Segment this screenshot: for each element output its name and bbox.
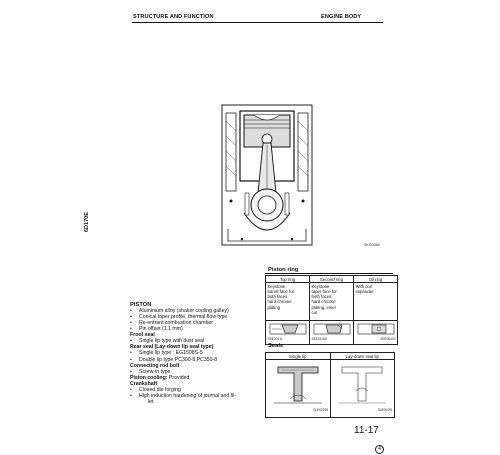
seal-lay-down-figure-cell — [330, 360, 395, 418]
list-item: • Screw-in type — [130, 368, 171, 375]
desc-line: With coil — [355, 283, 372, 289]
list-item: • Closed die forging — [130, 386, 181, 393]
seals-table — [265, 352, 395, 418]
figure-code-main: SKG0066 — [364, 243, 380, 247]
fig-code-second-ring: SEE01168 — [311, 336, 327, 341]
piston-cooling-value: Provided — [168, 374, 190, 381]
second-ring-profile-figure — [312, 322, 352, 336]
header-right-title: ENGINE BODY — [321, 14, 362, 20]
desc-line: taper face for — [311, 288, 337, 294]
header-rule — [132, 22, 383, 23]
list-item: • Single lip type : EG1508S-5 — [130, 350, 203, 357]
piston-ring-figure-oil — [354, 321, 398, 345]
list-item: • Single lip type with dust seal — [130, 338, 205, 345]
piston-ring-col-header: Oil ring — [354, 276, 398, 283]
seals-title: Seals — [268, 343, 284, 349]
fig-code-lay-down: SLE00491 — [377, 407, 393, 412]
piston-cooling-label: Piston cooling: — [130, 374, 168, 381]
side-code: 6D170E — [84, 212, 90, 232]
single-lip-seal-figure — [270, 361, 326, 407]
fig-code-oil-ring: SEE00403 — [380, 336, 396, 341]
desc-line: plating — [267, 304, 281, 310]
top-ring-profile-figure — [268, 322, 308, 336]
lay-down-lip-seal-figure — [334, 361, 390, 407]
desc-line: hard chrome — [311, 299, 336, 305]
list-item: • Aluminium alloy (shaker cooling galley) — [130, 308, 229, 314]
fig-code-top-ring: SEE00411 — [267, 336, 283, 341]
list-item: • Double lip type:PC300-8,PC350-8 — [130, 356, 218, 363]
crankshaft-title: Crankshaft — [130, 380, 158, 387]
desc-line: barrel face for — [267, 288, 295, 294]
seals-col-header: Lay-down seal lip — [330, 353, 395, 360]
fig-code-single-lip: SLE00295 — [313, 407, 328, 412]
rear-seal-title: Rear seal (Lay-down lip seal type) — [130, 344, 214, 351]
header-left-title: STRUCTURE AND FUNCTION — [133, 14, 214, 20]
piston-ring-col-header: Top ring — [266, 276, 310, 283]
oil-ring-profile-figure — [356, 322, 396, 336]
list-item: let — [148, 399, 154, 406]
connecting-rod-title: Connecting rod bolt — [130, 362, 180, 369]
page-number: 11-17 — [354, 425, 379, 436]
front-seal-title: Front seal — [130, 332, 155, 339]
desc-line: both faces, — [267, 294, 289, 300]
piston-ring-col-header: Second ring — [310, 276, 354, 283]
piston-ring-desc-top — [266, 283, 310, 321]
seals-col-header: Single lip — [266, 353, 331, 360]
piston-ring-table — [265, 275, 398, 345]
desc-line: Keystone — [311, 283, 330, 289]
list-item: • Pin offset (1.1 mm) — [130, 326, 183, 333]
desc-line: both faces, — [311, 294, 333, 300]
piston-title: PISTON — [130, 302, 152, 308]
piston-ring-desc-second — [310, 283, 354, 321]
revision-number: 4 — [375, 445, 384, 454]
revision-badge — [375, 437, 384, 455]
engine-cross-section-figure — [218, 101, 316, 249]
desc-line: cut — [311, 309, 318, 315]
piston-ring-figure-top — [266, 321, 310, 345]
list-item: • High induction hardening of journal and fil- — [130, 392, 237, 399]
piston-ring-title: Piston ring — [268, 267, 299, 273]
desc-line: expander — [355, 288, 374, 294]
desc-line: Keystone — [267, 283, 286, 289]
desc-line: hard chrome — [267, 299, 292, 305]
list-item: • Conical taper profile, thermal flow type — [130, 314, 228, 321]
piston-ring-figure-second — [310, 321, 354, 345]
desc-line: plating, inner — [311, 304, 337, 310]
seal-single-lip-figure-cell — [266, 360, 331, 418]
piston-ring-title-rule — [265, 273, 393, 274]
spec-text-column — [130, 302, 265, 405]
list-item: • Re-entrant combustion chamber — [130, 320, 214, 327]
piston-ring-desc-oil — [354, 283, 398, 321]
